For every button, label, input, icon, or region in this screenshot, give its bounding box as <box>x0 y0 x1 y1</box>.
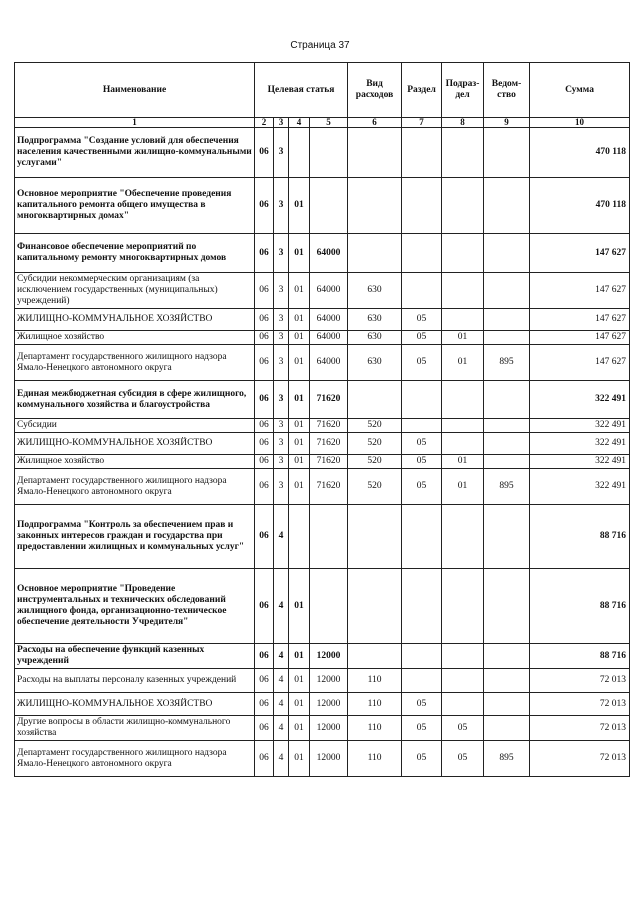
row-name: Субсидии <box>15 419 255 433</box>
target-direction: 64000 <box>310 345 348 381</box>
section-code: 05 <box>402 309 442 331</box>
department-code <box>484 419 530 433</box>
department-code <box>484 669 530 693</box>
department-code <box>484 178 530 234</box>
target-subprogram: 3 <box>274 178 289 234</box>
department-code <box>484 128 530 178</box>
expense-type-code: 110 <box>348 741 402 777</box>
header-amount: Сумма <box>530 63 630 118</box>
amount-value: 147 627 <box>530 273 630 309</box>
target-activity: 01 <box>289 331 310 345</box>
expense-type-code: 520 <box>348 433 402 455</box>
section-code: 05 <box>402 331 442 345</box>
column-number: 10 <box>530 118 630 128</box>
section-code <box>402 234 442 273</box>
target-activity: 01 <box>289 178 310 234</box>
expense-type-code: 630 <box>348 345 402 381</box>
row-name: Другие вопросы в области жилищно-коммунального хозяйства <box>15 716 255 741</box>
target-direction <box>310 178 348 234</box>
row-name: Основное мероприятие "Проведение инструментальных и технических обследований жилищного фонда, организационно-техническое обеспечение деятельности Учредителя" <box>15 569 255 644</box>
department-code <box>484 381 530 419</box>
target-program: 06 <box>255 433 274 455</box>
department-code: 895 <box>484 469 530 505</box>
target-activity: 01 <box>289 644 310 669</box>
expense-type-code: 630 <box>348 309 402 331</box>
target-activity: 01 <box>289 234 310 273</box>
amount-value: 470 118 <box>530 128 630 178</box>
target-program: 06 <box>255 381 274 419</box>
subsection-code <box>442 381 484 419</box>
subsection-code <box>442 433 484 455</box>
target-direction: 71620 <box>310 419 348 433</box>
department-code <box>484 569 530 644</box>
table-row <box>15 309 630 331</box>
target-program: 06 <box>255 234 274 273</box>
table-row <box>15 716 630 741</box>
table-row <box>15 128 630 178</box>
target-subprogram: 3 <box>274 234 289 273</box>
header-subsection: Подраз-дел <box>442 63 484 118</box>
subsection-code: 01 <box>442 469 484 505</box>
target-program: 06 <box>255 716 274 741</box>
column-number: 3 <box>274 118 289 128</box>
department-code <box>484 331 530 345</box>
target-direction: 12000 <box>310 669 348 693</box>
row-name: Жилищное хозяйство <box>15 331 255 345</box>
subsection-code <box>442 644 484 669</box>
target-program: 06 <box>255 693 274 716</box>
section-code <box>402 381 442 419</box>
target-program: 06 <box>255 669 274 693</box>
table-row <box>15 644 630 669</box>
department-code <box>484 644 530 669</box>
target-subprogram: 4 <box>274 669 289 693</box>
target-direction: 71620 <box>310 455 348 469</box>
target-direction: 64000 <box>310 234 348 273</box>
row-name: ЖИЛИЩНО-КОММУНАЛЬНОЕ ХОЗЯЙСТВО <box>15 433 255 455</box>
amount-value: 88 716 <box>530 505 630 569</box>
target-subprogram: 4 <box>274 505 289 569</box>
table-row <box>15 433 630 455</box>
department-code <box>484 234 530 273</box>
table-row <box>15 693 630 716</box>
row-name: Департамент государственного жилищного надзора Ямало-Ненецкого автономного округа <box>15 469 255 505</box>
target-direction: 12000 <box>310 741 348 777</box>
column-number: 6 <box>348 118 402 128</box>
column-number: 8 <box>442 118 484 128</box>
amount-value: 147 627 <box>530 345 630 381</box>
section-code: 05 <box>402 469 442 505</box>
department-code <box>484 455 530 469</box>
target-program: 06 <box>255 273 274 309</box>
target-direction: 12000 <box>310 693 348 716</box>
section-code: 05 <box>402 741 442 777</box>
department-code <box>484 693 530 716</box>
subsection-code <box>442 669 484 693</box>
target-subprogram: 3 <box>274 273 289 309</box>
target-program: 06 <box>255 644 274 669</box>
row-name: Подпрограмма "Контроль за обеспечением прав и законных интересов граждан и государства при предоставлении жилищных и коммунальных услуг" <box>15 505 255 569</box>
amount-value: 147 627 <box>530 331 630 345</box>
target-activity: 01 <box>289 569 310 644</box>
row-name: Единая межбюджетная субсидия в сфере жилищного, коммунального хозяйства и благоустройства <box>15 381 255 419</box>
expense-type-code <box>348 381 402 419</box>
amount-value: 72 013 <box>530 669 630 693</box>
target-activity: 01 <box>289 381 310 419</box>
column-number: 2 <box>255 118 274 128</box>
target-direction: 12000 <box>310 644 348 669</box>
subsection-code <box>442 309 484 331</box>
amount-value: 322 491 <box>530 455 630 469</box>
target-subprogram: 4 <box>274 569 289 644</box>
section-code <box>402 505 442 569</box>
target-direction <box>310 128 348 178</box>
table-row <box>15 381 630 419</box>
table-row <box>15 469 630 505</box>
amount-value: 147 627 <box>530 234 630 273</box>
target-program: 06 <box>255 419 274 433</box>
header-target: Целевая статья <box>255 63 348 118</box>
subsection-code <box>442 505 484 569</box>
row-name: Жилищное хозяйство <box>15 455 255 469</box>
expense-type-code: 520 <box>348 419 402 433</box>
target-activity: 01 <box>289 469 310 505</box>
row-name: Субсидии некоммерческим организациям (за исключением государственных (муниципальных) учреждений) <box>15 273 255 309</box>
target-direction: 71620 <box>310 381 348 419</box>
section-code <box>402 178 442 234</box>
table-row <box>15 273 630 309</box>
subsection-code <box>442 419 484 433</box>
subsection-code: 05 <box>442 741 484 777</box>
table-row <box>15 419 630 433</box>
section-code: 05 <box>402 345 442 381</box>
table-row <box>15 178 630 234</box>
budget-table <box>14 62 630 777</box>
target-activity <box>289 128 310 178</box>
target-subprogram: 3 <box>274 419 289 433</box>
department-code <box>484 273 530 309</box>
department-code: 895 <box>484 345 530 381</box>
column-number: 1 <box>15 118 255 128</box>
target-activity: 01 <box>289 345 310 381</box>
header-name: Наименование <box>15 63 255 118</box>
target-direction: 71620 <box>310 469 348 505</box>
target-subprogram: 3 <box>274 433 289 455</box>
target-subprogram: 3 <box>274 455 289 469</box>
expense-type-code: 110 <box>348 669 402 693</box>
expense-type-code <box>348 128 402 178</box>
row-name: Расходы на обеспечение функций казенных учреждений <box>15 644 255 669</box>
row-name: Департамент государственного жилищного надзора Ямало-Ненецкого автономного округа <box>15 741 255 777</box>
column-number: 7 <box>402 118 442 128</box>
department-code <box>484 433 530 455</box>
expense-type-code <box>348 234 402 273</box>
section-code: 05 <box>402 433 442 455</box>
subsection-code: 01 <box>442 455 484 469</box>
header-section: Раздел <box>402 63 442 118</box>
target-activity: 01 <box>289 433 310 455</box>
target-subprogram: 3 <box>274 381 289 419</box>
target-direction: 12000 <box>310 716 348 741</box>
amount-value: 72 013 <box>530 716 630 741</box>
department-code <box>484 309 530 331</box>
target-subprogram: 3 <box>274 309 289 331</box>
target-activity: 01 <box>289 455 310 469</box>
target-program: 06 <box>255 331 274 345</box>
target-activity: 01 <box>289 419 310 433</box>
subsection-code: 01 <box>442 331 484 345</box>
target-program: 06 <box>255 309 274 331</box>
target-subprogram: 3 <box>274 331 289 345</box>
subsection-code <box>442 569 484 644</box>
amount-value: 322 491 <box>530 433 630 455</box>
table-row <box>15 741 630 777</box>
amount-value: 322 491 <box>530 381 630 419</box>
table-row <box>15 331 630 345</box>
expense-type-code: 630 <box>348 273 402 309</box>
expense-type-code: 520 <box>348 469 402 505</box>
table-row <box>15 669 630 693</box>
row-name: Департамент государственного жилищного надзора Ямало-Ненецкого автономного округа <box>15 345 255 381</box>
table-row <box>15 505 630 569</box>
section-code <box>402 128 442 178</box>
target-activity: 01 <box>289 693 310 716</box>
expense-type-code <box>348 644 402 669</box>
section-code <box>402 273 442 309</box>
target-activity: 01 <box>289 273 310 309</box>
subsection-code <box>442 693 484 716</box>
section-code: 05 <box>402 693 442 716</box>
amount-value: 72 013 <box>530 693 630 716</box>
target-subprogram: 4 <box>274 741 289 777</box>
table-row <box>15 455 630 469</box>
row-name: Финансовое обеспечение мероприятий по капитальному ремонту многоквартирных домов <box>15 234 255 273</box>
header-expense-type: Вид расходов <box>348 63 402 118</box>
target-program: 06 <box>255 505 274 569</box>
target-direction <box>310 505 348 569</box>
row-name: ЖИЛИЩНО-КОММУНАЛЬНОЕ ХОЗЯЙСТВО <box>15 309 255 331</box>
expense-type-code <box>348 505 402 569</box>
target-direction: 64000 <box>310 273 348 309</box>
amount-value: 88 716 <box>530 644 630 669</box>
target-direction: 64000 <box>310 331 348 345</box>
expense-type-code: 110 <box>348 716 402 741</box>
row-name: ЖИЛИЩНО-КОММУНАЛЬНОЕ ХОЗЯЙСТВО <box>15 693 255 716</box>
column-number-row <box>15 118 630 128</box>
section-code: 05 <box>402 716 442 741</box>
target-subprogram: 3 <box>274 345 289 381</box>
target-program: 06 <box>255 128 274 178</box>
target-direction: 71620 <box>310 433 348 455</box>
header-row <box>15 63 630 118</box>
subsection-code <box>442 273 484 309</box>
amount-value: 88 716 <box>530 569 630 644</box>
expense-type-code <box>348 569 402 644</box>
target-program: 06 <box>255 569 274 644</box>
target-activity: 01 <box>289 716 310 741</box>
subsection-code <box>442 178 484 234</box>
target-activity: 01 <box>289 309 310 331</box>
target-activity: 01 <box>289 741 310 777</box>
target-direction: 64000 <box>310 309 348 331</box>
section-code <box>402 644 442 669</box>
table-row <box>15 345 630 381</box>
row-name: Подпрограмма "Создание условий для обеспечения населения качественными жилищно-коммунальными услугами" <box>15 128 255 178</box>
subsection-code: 05 <box>442 716 484 741</box>
target-activity <box>289 505 310 569</box>
target-program: 06 <box>255 178 274 234</box>
target-subprogram: 3 <box>274 128 289 178</box>
amount-value: 322 491 <box>530 469 630 505</box>
section-code <box>402 419 442 433</box>
department-code <box>484 716 530 741</box>
section-code <box>402 669 442 693</box>
amount-value: 72 013 <box>530 741 630 777</box>
subsection-code <box>442 234 484 273</box>
table-row <box>15 569 630 644</box>
expense-type-code: 110 <box>348 693 402 716</box>
page-number: Страница 37 <box>290 40 350 51</box>
column-number: 4 <box>289 118 310 128</box>
header-department: Ведом-ство <box>484 63 530 118</box>
department-code <box>484 505 530 569</box>
amount-value: 147 627 <box>530 309 630 331</box>
column-number: 9 <box>484 118 530 128</box>
expense-type-code: 520 <box>348 455 402 469</box>
subsection-code <box>442 128 484 178</box>
amount-value: 470 118 <box>530 178 630 234</box>
target-subprogram: 4 <box>274 693 289 716</box>
target-activity: 01 <box>289 669 310 693</box>
target-subprogram: 3 <box>274 469 289 505</box>
target-program: 06 <box>255 455 274 469</box>
column-number: 5 <box>310 118 348 128</box>
amount-value: 322 491 <box>530 419 630 433</box>
target-direction <box>310 569 348 644</box>
department-code: 895 <box>484 741 530 777</box>
target-program: 06 <box>255 345 274 381</box>
expense-type-code: 630 <box>348 331 402 345</box>
row-name: Основное мероприятие "Обеспечение проведения капитального ремонта общего имущества в многоквартирных домах" <box>15 178 255 234</box>
target-program: 06 <box>255 741 274 777</box>
subsection-code: 01 <box>442 345 484 381</box>
row-name: Расходы на выплаты персоналу казенных учреждений <box>15 669 255 693</box>
section-code: 05 <box>402 455 442 469</box>
target-subprogram: 4 <box>274 716 289 741</box>
target-subprogram: 4 <box>274 644 289 669</box>
section-code <box>402 569 442 644</box>
table-row <box>15 234 630 273</box>
expense-type-code <box>348 178 402 234</box>
target-program: 06 <box>255 469 274 505</box>
